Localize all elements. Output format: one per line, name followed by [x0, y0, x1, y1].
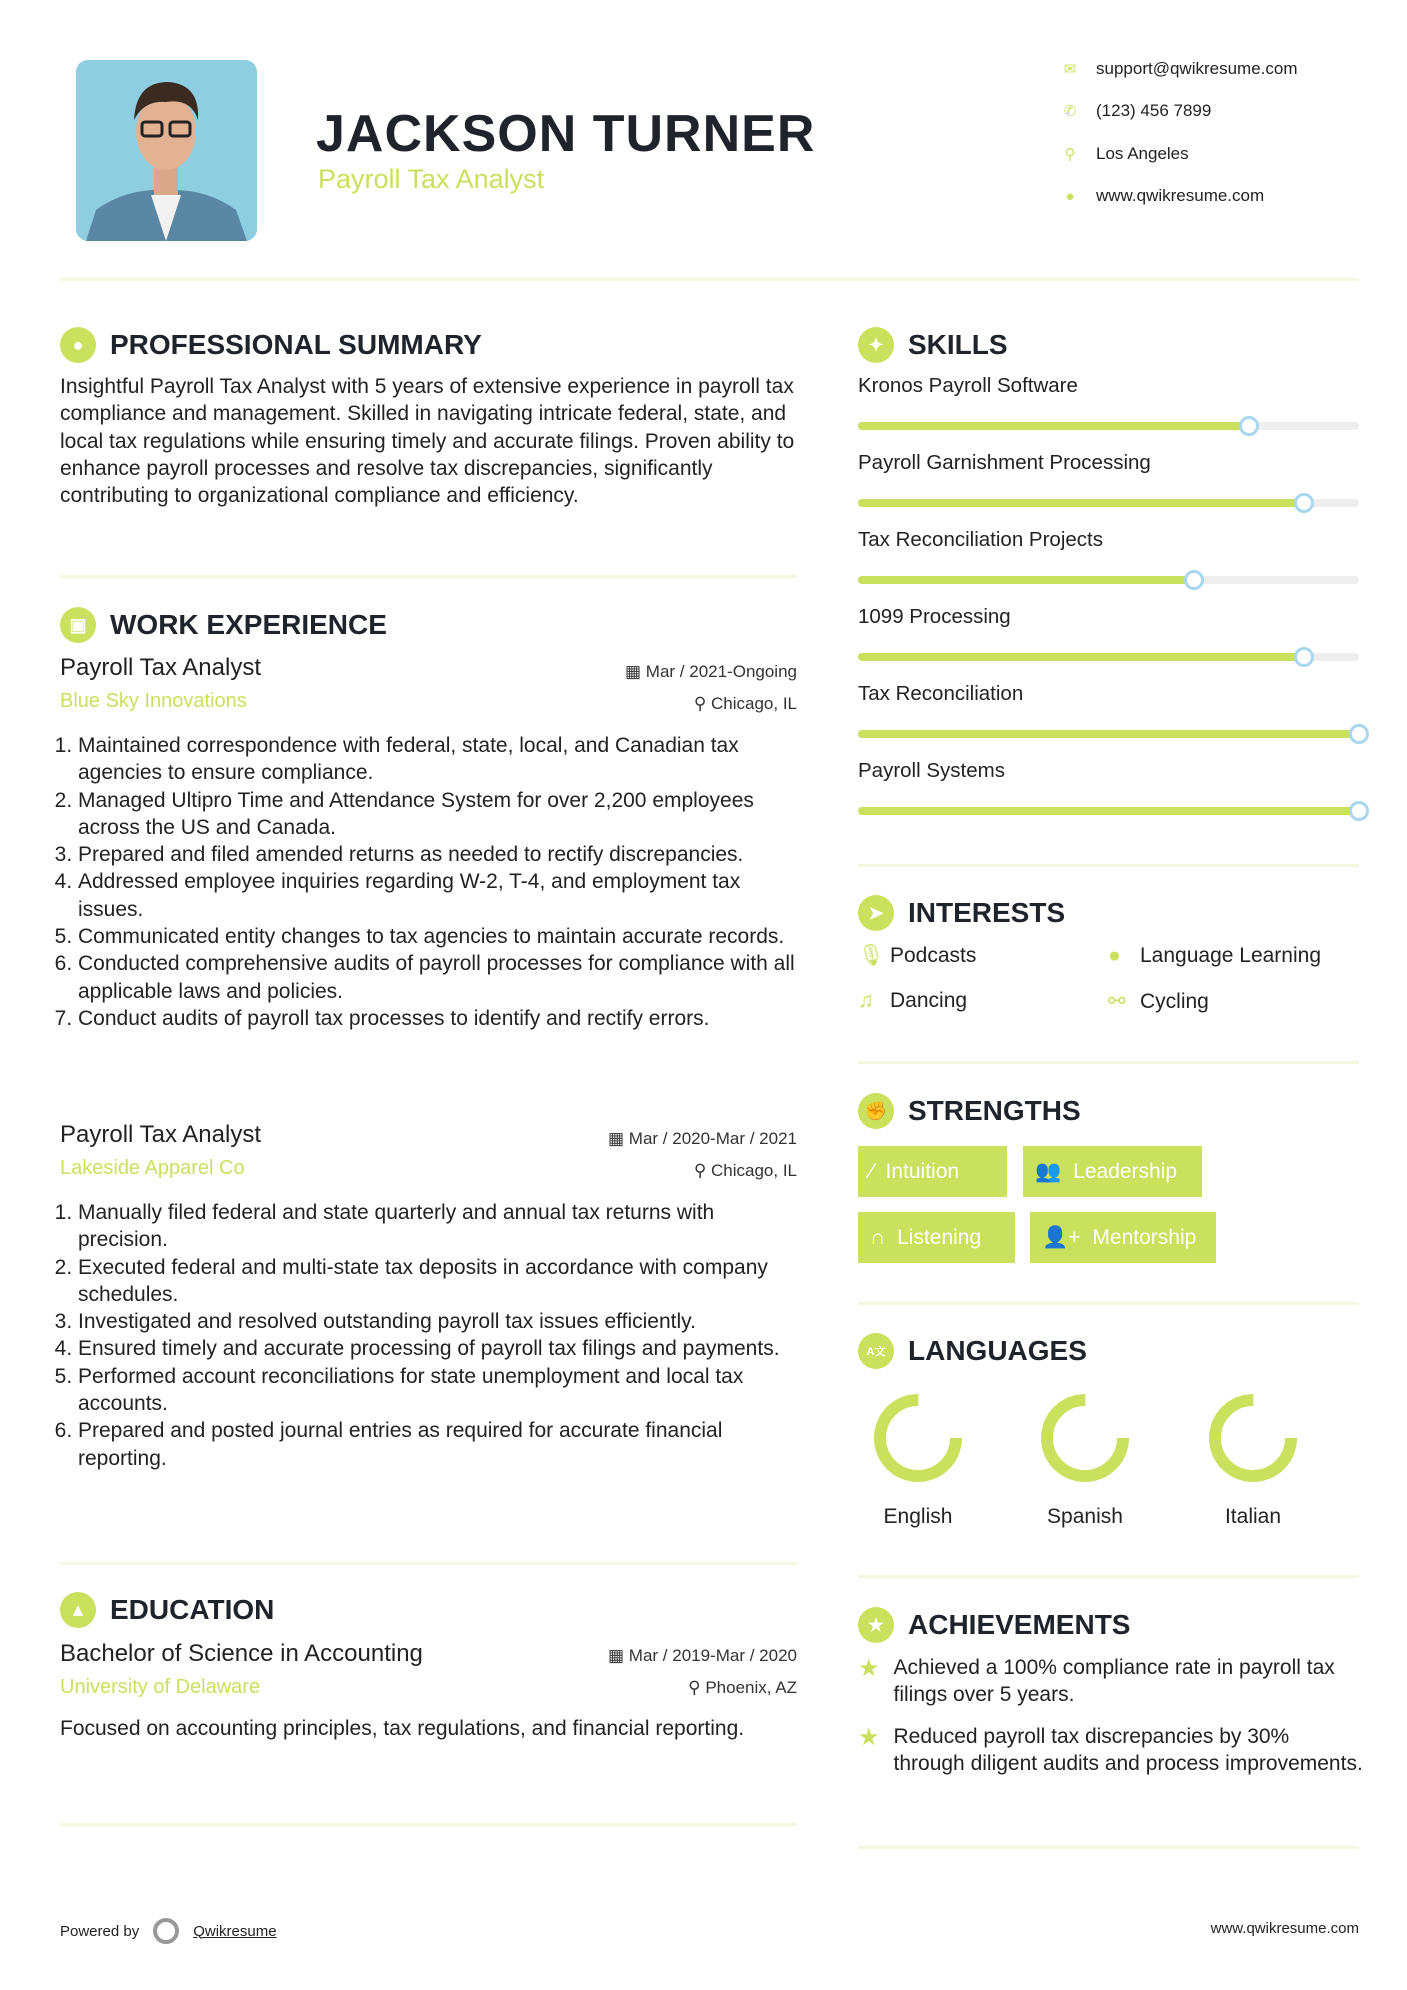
graduation-cap-icon: ▲: [60, 1592, 96, 1628]
job-duties: [60, 1199, 797, 1472]
language-progress-ring: [868, 1388, 968, 1488]
date-text: Mar / 2020-Mar / 2021: [628, 1129, 797, 1148]
contact-location: [1062, 144, 1189, 164]
skill-bar: [858, 576, 1359, 584]
degree: Bachelor of Science in Accounting: [60, 1640, 423, 1667]
location-text: Phoenix, AZ: [705, 1678, 797, 1697]
email-text: support@qwikresume.com: [1096, 59, 1298, 78]
header-divider: [60, 278, 1359, 281]
candidate-name: JACKSON TURNER: [316, 105, 816, 163]
language-label: Italian: [1224, 1505, 1282, 1528]
languages-heading-text: LANGUAGES: [908, 1335, 1087, 1366]
job-entry: [60, 654, 797, 1032]
envelope-icon: ✉: [1063, 61, 1077, 78]
skill-item: [858, 759, 1359, 836]
skill-bar-fill: [858, 653, 1304, 661]
skills-heading: [858, 327, 1008, 363]
interest-label: Dancing: [890, 989, 968, 1012]
skill-slider-knob: [1349, 801, 1369, 821]
language-icon: A文: [858, 1333, 894, 1369]
skill-bar: [858, 730, 1359, 738]
skill-slider-knob: [1184, 570, 1204, 590]
education-heading: [60, 1592, 274, 1628]
strengths-heading-text: STRENGTHS: [908, 1095, 1081, 1126]
skill-bar-fill: [858, 422, 1249, 430]
interest-label: Podcasts: [890, 944, 977, 967]
language-item: [1025, 1388, 1145, 1529]
interests-heading: [858, 895, 1065, 931]
location-text: Chicago, IL: [711, 1161, 797, 1180]
paper-plane-icon: ➤: [858, 895, 894, 931]
achievement-item: [858, 1723, 1363, 1778]
skill-slider-knob: [1294, 493, 1314, 513]
globe-icon: ●: [1108, 944, 1121, 967]
user-plus-icon: 👤+: [1042, 1225, 1081, 1249]
skill-item: [858, 528, 1359, 605]
job-title: Payroll Tax Analyst: [60, 654, 261, 681]
users-icon: 👥: [1035, 1159, 1062, 1183]
star-icon: ★: [858, 1655, 880, 1682]
job-location: [625, 694, 797, 714]
divider: [858, 1061, 1359, 1064]
achievement-text: Reduced payroll tax discrepancies by 30% through diligent audits and process improvements.: [893, 1724, 1363, 1775]
school: University of Delaware: [60, 1676, 261, 1698]
skill-bar: [858, 422, 1359, 430]
job-location: [608, 1161, 797, 1181]
music-icon: ♫: [858, 989, 874, 1012]
skill-label: Payroll Systems: [858, 759, 1005, 782]
list-item: 2. Managed Ultipro Time and Attendance System for over 2,200 employees across the US and Canada.: [78, 787, 797, 842]
language-label: English: [883, 1505, 953, 1528]
divider: [858, 1846, 1359, 1849]
divider: [60, 1562, 797, 1565]
summary-text: Insightful Payroll Tax Analyst with 5 years of extensive experience in payroll tax compliance and management. Skilled in navigating intricate federal, state, and local tax regulations while ensuring timely and accurate filings. Proven ability to enhance payroll processes and resolve tax discrepancies, significantly contributing to organizational compliance and efficiency.: [60, 375, 795, 508]
company: Blue Sky Innovations: [60, 690, 247, 712]
skill-bar-fill: [858, 499, 1304, 507]
skill-slider-knob: [1349, 724, 1369, 744]
location-text: Los Angeles: [1096, 144, 1189, 163]
pin-icon: ⚲: [693, 1161, 711, 1180]
calendar-icon: ▦: [608, 1646, 629, 1665]
skill-slider-knob: [1239, 416, 1259, 436]
job-duties: [60, 732, 797, 1032]
job-entry: [60, 1121, 797, 1472]
interest-label: Language Learning: [1140, 944, 1322, 967]
language-item: [858, 1388, 978, 1529]
phone-icon: ✆: [1063, 103, 1077, 120]
strength-chip: [858, 1212, 1015, 1263]
interest-dancing: [858, 989, 967, 1013]
achievement-text: Achieved a 100% compliance rate in payroll tax filings over 5 years.: [893, 1656, 1335, 1707]
contact-email[interactable]: [1062, 59, 1298, 79]
globe-icon: ●: [1065, 187, 1075, 205]
language-progress-ring: [1035, 1388, 1135, 1488]
list-item: 4. Addressed employee inquiries regarding W-2, T-4, and employment tax issues.: [78, 868, 797, 923]
skill-item: [858, 374, 1359, 451]
location-text: Chicago, IL: [711, 694, 797, 713]
website-text: www.qwikresume.com: [1096, 186, 1265, 205]
interests-heading-text: INTERESTS: [908, 897, 1066, 928]
user-icon: ●: [60, 327, 96, 363]
language-progress-ring: [1203, 1388, 1303, 1488]
list-item: 4. Ensured timely and accurate processing of payroll tax filings and payments.: [78, 1335, 797, 1362]
edu-location: [608, 1678, 797, 1698]
achievement-item: [858, 1654, 1363, 1709]
divider: [858, 864, 1359, 867]
experience-heading: [60, 607, 387, 643]
strengths-heading: [858, 1093, 1081, 1129]
skills-list: [858, 374, 1359, 836]
footer-powered-by: [60, 1918, 277, 1944]
divider: [858, 1575, 1359, 1578]
divider: [60, 575, 797, 578]
edu-date: [608, 1646, 797, 1666]
skill-label: Tax Reconciliation Projects: [858, 528, 1103, 551]
job-date: [625, 662, 797, 682]
skill-slider-knob: [1294, 647, 1314, 667]
footer-url[interactable]: www.qwikresume.com: [1210, 1920, 1359, 1937]
achievements-heading-text: ACHIEVEMENTS: [908, 1609, 1131, 1640]
skill-label: Tax Reconciliation: [858, 682, 1024, 705]
list-item: 6. Prepared and posted journal entries as required for accurate financial reporting.: [78, 1417, 797, 1472]
strength-chip: [1030, 1212, 1216, 1263]
date-text: Mar / 2021-Ongoing: [645, 662, 797, 681]
achievements-list: [858, 1654, 1363, 1777]
list-item: 6. Conducted comprehensive audits of payroll processes for compliance with all applicable laws and policies.: [78, 950, 797, 1005]
strength-label: Leadership: [1073, 1159, 1178, 1183]
list-item: 5. Communicated entity changes to tax agencies to maintain accurate records.: [78, 923, 797, 950]
list-item: 2. Executed federal and multi-state tax deposits in accordance with company schedules.: [78, 1254, 797, 1309]
list-item: 3. Investigated and resolved outstanding payroll tax issues efficiently.: [78, 1308, 797, 1335]
interest-podcasts: [858, 944, 976, 968]
qwikresume-logo-icon: [153, 1918, 179, 1944]
language-label: Spanish: [1047, 1505, 1123, 1528]
language-item: [1193, 1388, 1313, 1529]
skill-label: 1099 Processing: [858, 605, 1011, 628]
map-pin-icon: ⚲: [1064, 146, 1076, 163]
education-description: Focused on accounting principles, tax regulations, and financial reporting.: [60, 1717, 745, 1740]
strength-label: Intuition: [885, 1159, 960, 1183]
lightbulb-icon: ✦: [858, 327, 894, 363]
summary-heading: [60, 327, 482, 363]
headphones-icon: ∩: [870, 1225, 886, 1249]
profile-photo: [76, 60, 257, 241]
fist-icon: ✊: [858, 1093, 894, 1129]
strength-label: Listening: [897, 1225, 982, 1249]
strength-chip: [1023, 1146, 1202, 1197]
phone-text: (123) 456 7899: [1096, 101, 1212, 120]
trophy-icon: ★: [858, 1607, 894, 1643]
experience-heading-text: WORK EXPERIENCE: [110, 609, 387, 640]
interest-cycling: [1108, 989, 1209, 1014]
magic-wand-icon: ⁄: [870, 1159, 874, 1183]
powered-by-text: Powered by: [60, 1922, 140, 1940]
skill-item: [858, 682, 1359, 759]
bicycle-icon: ⚯: [1108, 990, 1126, 1013]
interest-language-learning: [1108, 944, 1321, 968]
list-item: 1. Manually filed federal and state quarterly and annual tax returns with precision.: [78, 1199, 797, 1254]
calendar-icon: ▦: [608, 1129, 629, 1148]
skill-item: [858, 451, 1359, 528]
list-item: 7. Conduct audits of payroll tax processes to identify and rectify errors.: [78, 1005, 797, 1032]
date-text: Mar / 2019-Mar / 2020: [628, 1646, 797, 1665]
skill-bar-fill: [858, 730, 1359, 738]
pin-icon: ⚲: [693, 694, 711, 713]
candidate-title: Payroll Tax Analyst: [318, 164, 545, 194]
interest-label: Cycling: [1140, 989, 1209, 1013]
list-item: 1. Maintained correspondence with federal, state, local, and Canadian tax agencies to ensure compliance.: [78, 732, 797, 787]
microphone-icon: 🎙: [858, 944, 885, 967]
contact-website[interactable]: [1062, 186, 1264, 206]
skills-heading-text: SKILLS: [908, 329, 1008, 360]
divider: [60, 1823, 797, 1826]
skill-bar: [858, 653, 1359, 661]
education-heading-text: EDUCATION: [110, 1594, 275, 1625]
education-entry: [60, 1640, 797, 1742]
briefcase-icon: ▣: [60, 607, 96, 643]
skill-bar: [858, 499, 1359, 507]
languages-heading: [858, 1333, 1087, 1369]
achievements-heading: [858, 1607, 1130, 1643]
skill-label: Kronos Payroll Software: [858, 374, 1078, 397]
skill-bar-fill: [858, 807, 1359, 815]
summary-heading-text: PROFESSIONAL SUMMARY: [110, 329, 482, 360]
skill-bar: [858, 807, 1359, 815]
divider: [858, 1302, 1359, 1305]
company: Lakeside Apparel Co: [60, 1157, 245, 1179]
brand-link[interactable]: Qwikresume: [193, 1922, 277, 1940]
job-title: Payroll Tax Analyst: [60, 1121, 261, 1148]
calendar-icon: ▦: [625, 662, 646, 681]
contact-phone: [1062, 101, 1211, 121]
skill-item: [858, 605, 1359, 682]
skill-label: Payroll Garnishment Processing: [858, 451, 1151, 474]
pin-icon: ⚲: [688, 1678, 706, 1697]
star-icon: ★: [858, 1723, 880, 1751]
list-item: 3. Prepared and filed amended returns as needed to rectify discrepancies.: [78, 841, 797, 868]
job-date: [608, 1129, 797, 1149]
list-item: 5. Performed account reconciliations for state unemployment and local tax accounts.: [78, 1363, 797, 1418]
strength-label: Mentorship: [1092, 1225, 1197, 1249]
skill-bar-fill: [858, 576, 1194, 584]
strength-chip: [858, 1146, 1007, 1197]
